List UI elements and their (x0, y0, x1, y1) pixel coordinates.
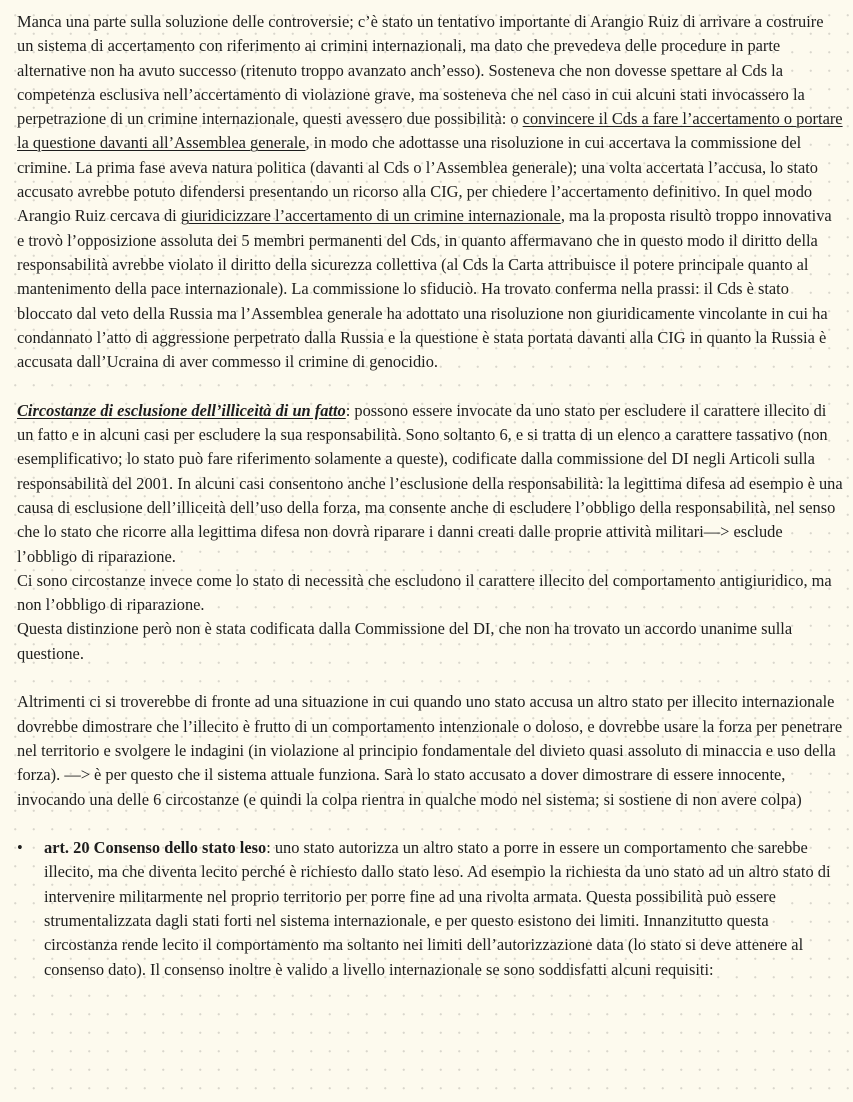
paragraph-gap (17, 812, 843, 836)
paragraph-text: : possono essere invocate da uno stato per escludere il carattere illecito di un fatto e in alcuni casi per escludere la sua responsabilità. Sono soltanto 6, e si tratta di un elenco a carattere tassativo (non esemplificativo; lo stato può fare riferimento solamente a queste), codificate dalla commissione del DI negli Articoli sulla responsabilità del 2001. In alcuni casi consentono anche l’esclusione della responsabilità: la legittima difesa ad esempio è una causa di esclusione dell’illiceità dell’uso della forza, ma consente anche di escludere l’obbligo della responsabilità, nel senso che lo stato che ricorre alla legittima difesa non dovrà riparare i danni creati dalle proprie attività militari—> esclude l’obbligo di riparazione. (17, 400, 843, 566)
paragraph-text: , ma la proposta risultò troppo innovativa e trovò l’opposizione assoluta dei 5 membri permanenti del Cds, in quanto affermavano che in questo modo il diritto della responsabilità avrebbe violato il diritto della sicurezza collettiva (al Cds la Carta attribuisce il potere principale quanto al mantenimento della pace internazionale). La commissione lo sfiduciò. Ha trovato conferma nella prassi: il Cds è stato bloccato dal veto della Russia ma l’Assemblea generale ha adottato una risoluzione non giuridicamente vincolante in cui ha condannato l’atto di aggressione perpetrato dalla Russia e la questione è stata portata davanti alla CIG in quanto la Russia è accusata dall’Ucraina di aver commesso il crimine di genocidio. (17, 206, 832, 372)
paragraph-gap (17, 374, 843, 398)
list-item (17, 836, 843, 982)
paragraph-text: Manca una parte sulla soluzione delle controversie; c’è stato un tentativo importante di Arangio Ruiz di arrivare a costruire un sistema di accertamento con riferimento ai crimini internazionali, ma dato che prevedeva delle procedure in parte alternative non ha avuto successo (ritenuto troppo avanzato anch’esso). Sosteneva che non dovesse spettare al Cds la competenza esclusiva nell’accertamento di violazione grave, ma sosteneva che nel caso in cui alcuni stati invocassero la perpetrazione di un crimine internazionale, questi avessero due possibilità: o (17, 12, 824, 129)
paragraph-circostanze (17, 399, 843, 569)
paragraph-gap (17, 666, 843, 690)
list-item-text: : uno stato autorizza un altro stato a porre in essere un comportamento che sarebbe illecito, ma che diventa lecito perché è richiesto dallo stato leso. Ad esempio la richiesta da uno stato ad un altro stato di intervenire militarmente nel proprio territorio per porre fine ad una rivolta armata. Questa possibilità può essere strumentalizzata dagli stati forti nel sistema internazionale, e per questo esistono dei limiti. Innanzitutto questa circostanza rende lecito il comportamento ma soltanto nei limiti dell’autorizzazione data (lo stato si deve attenere al consenso dato). Il consenso inoltre è valido a livello internazionale se sono soddisfatti alcuni requisiti: (44, 838, 831, 979)
underlined-phrase: convincere il Cds a fare l’accertamento o portare la questione davanti all’Assemblea generale (17, 109, 843, 153)
paragraph-text: , in modo che adottasse una risoluzione in cui accertava la commissione del crimine. La prima fase aveva natura politica (davanti al Cds o l’Assemblea generale); una volta accertata l’accusa, lo stato accusato avrebbe potuto difendersi presentando un ricorso alla CIG, per chiedere l’accertamento definitivo. In quel modo Arangio Ruiz cercava di (17, 133, 818, 226)
section-heading: Circostanze di esclusione dell’illiceità di un fatto (17, 400, 346, 420)
paragraph-stato-necessita: Ci sono circostanze invece come lo stato di necessità che escludono il carattere illecito del comportamento antigiuridico, ma non l’obbligo di riparazione. (17, 570, 832, 615)
list-item-lead: art. 20 Consenso dello stato leso (44, 838, 267, 858)
underlined-phrase: giuridicizzare l’accertamento di un crimine internazionale (180, 206, 561, 226)
paragraph-arangio-ruiz (17, 10, 843, 374)
paragraph-distinzione: Questa distinzione però non è stata codificata dalla Commissione del DI, che non ha trovato un accordo unanime sulla questione. (17, 619, 793, 663)
bullet-icon: • (17, 838, 23, 858)
paragraph-altrimenti: Altrimenti ci si troverebbe di fronte ad una situazione in cui quando uno stato accusa un altro stato per illecito internazionale dovrebbe dimostrare che l’illecito è frutto di un comportamento intenzionale o doloso, e dovrebbe usare la forza per penetrare nel territorio e svolgere le indagini (in violazione al principio fondamentale del divieto quasi assoluto di minaccia e uso della forza). —> è per questo che il sistema attuale funziona. Sarà lo stato accusato a dover dimostrare di essere innocente, invocando una delle 6 circostanze (e quindi la colpa rientra in qualche modo nel sistema; si sostiene di non avere colpa) (17, 692, 843, 809)
